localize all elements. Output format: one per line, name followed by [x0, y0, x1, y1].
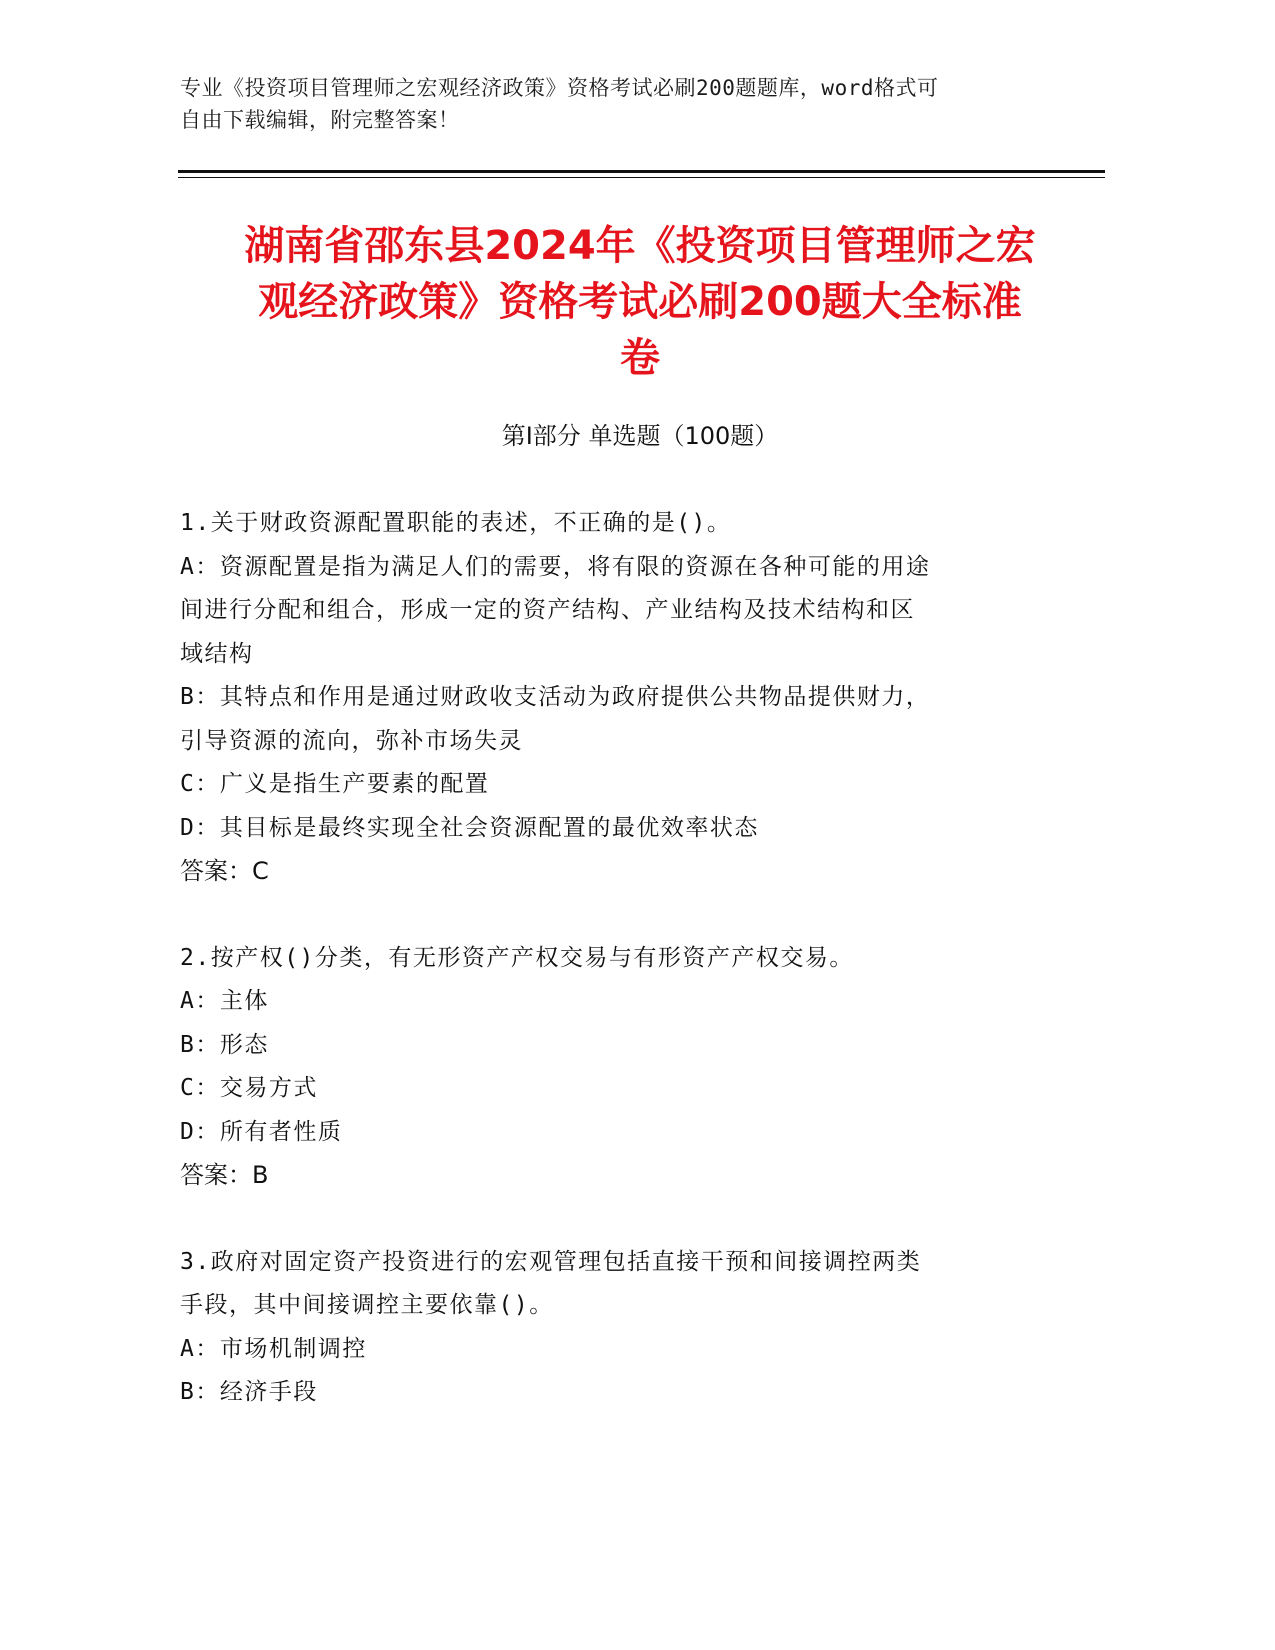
- header-divider-thin: [178, 177, 1105, 178]
- option-d: D：其目标是最终实现全社会资源配置的最优效率状态: [180, 814, 759, 841]
- option-b: 引导资源的流向，弥补市场失灵: [180, 727, 523, 754]
- option-a: 间进行分配和组合，形成一定的资产结构、产业结构及技术结构和区: [180, 597, 915, 623]
- question-stem: 1.关于财政资源配置职能的表述，不正确的是()。: [180, 510, 732, 536]
- title-line: 卷: [620, 335, 660, 381]
- option-c: C：广义是指生产要素的配置: [180, 771, 490, 797]
- option-b: B：形态: [180, 1031, 269, 1058]
- question-3: [180, 1241, 1050, 1415]
- header-note-line: 自由下载编辑，附完整答案！: [180, 108, 460, 132]
- option-d: D：所有者性质: [180, 1118, 343, 1145]
- header-divider-thick: [178, 170, 1105, 173]
- answer: 答案：C: [180, 857, 269, 885]
- option-b: B：其特点和作用是通过财政收支活动为政府提供公共物品提供财力，: [180, 684, 931, 710]
- option-a: A：主体: [180, 988, 269, 1014]
- question-2: [180, 937, 1050, 1198]
- answer: 答案：B: [180, 1161, 269, 1189]
- section-heading: 第Ⅰ部分 单选题（100题）: [501, 422, 779, 450]
- option-b: B：经济手段: [180, 1379, 318, 1405]
- header-note: [180, 72, 1060, 136]
- document-title: [170, 218, 1110, 386]
- option-a: 域结构: [180, 640, 254, 667]
- question-stem: 3.政府对固定资产投资进行的宏观管理包括直接干预和间接调控两类: [180, 1248, 922, 1275]
- question-stem: 手段，其中间接调控主要依靠()。: [180, 1292, 554, 1318]
- title-line: 观经济政策》资格考试必刷200题大全标准: [258, 279, 1022, 325]
- option-c: C：交易方式: [180, 1075, 318, 1101]
- title-line: 湖南省邵东县2024年《投资项目管理师之宏: [244, 223, 1036, 269]
- option-a: A：市场机制调控: [180, 1335, 367, 1362]
- option-a: A：资源配置是指为满足人们的需要，将有限的资源在各种可能的用途: [180, 553, 931, 580]
- question-list: [180, 502, 1050, 1458]
- question-stem: 2.按产权()分类，有无形资产产权交易与有形资产产权交易。: [180, 944, 854, 971]
- header-note-line: 专业《投资项目管理师之宏观经济政策》资格考试必刷200题题库，word格式可: [180, 76, 939, 100]
- question-1: [180, 502, 1050, 894]
